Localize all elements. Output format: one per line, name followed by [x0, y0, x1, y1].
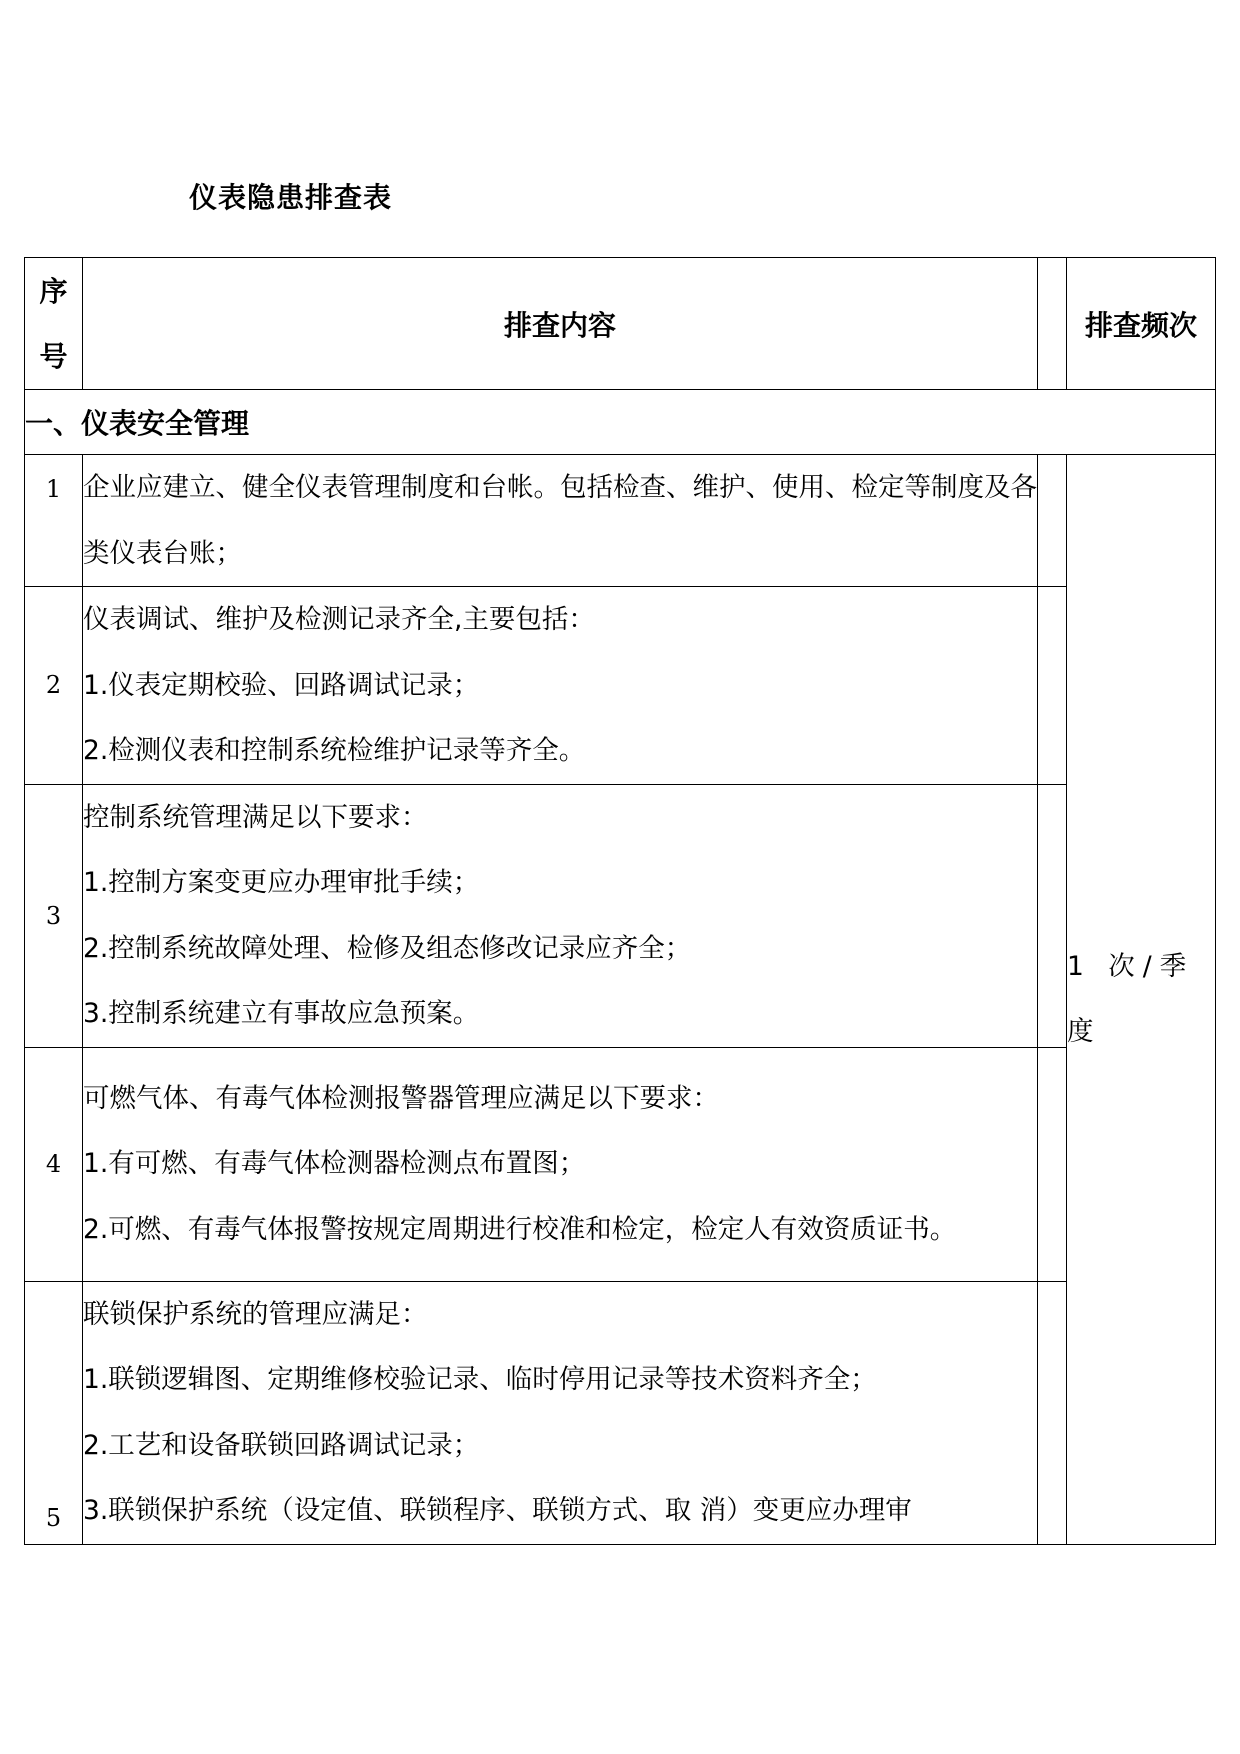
- item-line: 2.工艺和设备联锁回路调试记录；: [83, 1429, 480, 1461]
- blank-cell: [1038, 587, 1067, 785]
- item-line: 控制系统管理满足以下要求：: [83, 801, 428, 833]
- item-line: 1.控制方案变更应办理审批手续；: [83, 867, 480, 898]
- table-row: [25, 784, 1216, 1047]
- frequency-cell: [1067, 455, 1216, 1545]
- page-title: 仪表隐患排查表: [189, 181, 393, 214]
- table-row: [25, 1281, 1216, 1544]
- section-title: 一、仪表安全管理: [25, 390, 1216, 455]
- header-no-line1: 序: [39, 274, 68, 308]
- item-number: 2: [25, 587, 83, 785]
- section-row: [25, 390, 1216, 455]
- item-number: 5: [25, 1281, 83, 1544]
- item-number: 3: [25, 784, 83, 1047]
- item-line: 1.有可燃、有毒气体检测器检测点布置图；: [83, 1148, 586, 1180]
- item-line: 可燃气体、有毒气体检测报警器管理应满足以下要求：: [83, 1082, 719, 1114]
- item-content: [83, 1281, 1038, 1544]
- inspection-table: [24, 257, 1216, 1545]
- header-content: 排查内容: [83, 258, 1038, 390]
- item-line: 企业应建立、健全仪表管理制度和台帐。包括检查、维护、使用、检定等制度及各类仪表台账；: [83, 472, 1037, 569]
- item-line: 仪表调试、维护及检测记录齐全,主要包括：: [83, 604, 595, 635]
- item-line: 1.联锁逻辑图、定期维修校验记录、临时停用记录等技术资料齐全；: [83, 1364, 877, 1395]
- header-frequency: 排查频次: [1067, 258, 1216, 390]
- item-line: 3.控制系统建立有事故应急预案。: [83, 998, 480, 1029]
- item-number: 1: [25, 455, 83, 587]
- frequency-text: 1 次/季度: [1067, 950, 1195, 1048]
- item-line: 联锁保护系统的管理应满足：: [83, 1298, 428, 1330]
- blank-cell: [1038, 1281, 1067, 1544]
- table-row: [25, 1047, 1216, 1281]
- item-content: [83, 784, 1038, 1047]
- item-line: 1.仪表定期校验、回路调试记录；: [83, 669, 480, 701]
- table-row: [25, 587, 1216, 785]
- item-content: [83, 587, 1038, 785]
- header-no-line2: 号: [39, 339, 68, 373]
- header-blank: [1038, 258, 1067, 390]
- item-line: 3.联锁保护系统（设定值、联锁程序、联锁方式、取 消）变更应办理审: [83, 1495, 912, 1526]
- item-line: 2.可燃、有毒气体报警按规定周期进行校准和检定，检定人有效资质证书。: [83, 1213, 957, 1245]
- item-number: 4: [25, 1047, 83, 1281]
- blank-cell: [1038, 784, 1067, 1047]
- blank-cell: [1038, 455, 1067, 587]
- blank-cell: [1038, 1047, 1067, 1281]
- table-header-row: [25, 258, 1216, 390]
- table-row: [25, 455, 1216, 587]
- item-line: 2.检测仪表和控制系统检维护记录等齐全。: [83, 735, 586, 766]
- header-no: [25, 258, 83, 390]
- item-line: 2.控制系统故障处理、检修及组态修改记录应齐全；: [83, 932, 692, 964]
- item-content: [83, 455, 1038, 587]
- item-content: [83, 1047, 1038, 1281]
